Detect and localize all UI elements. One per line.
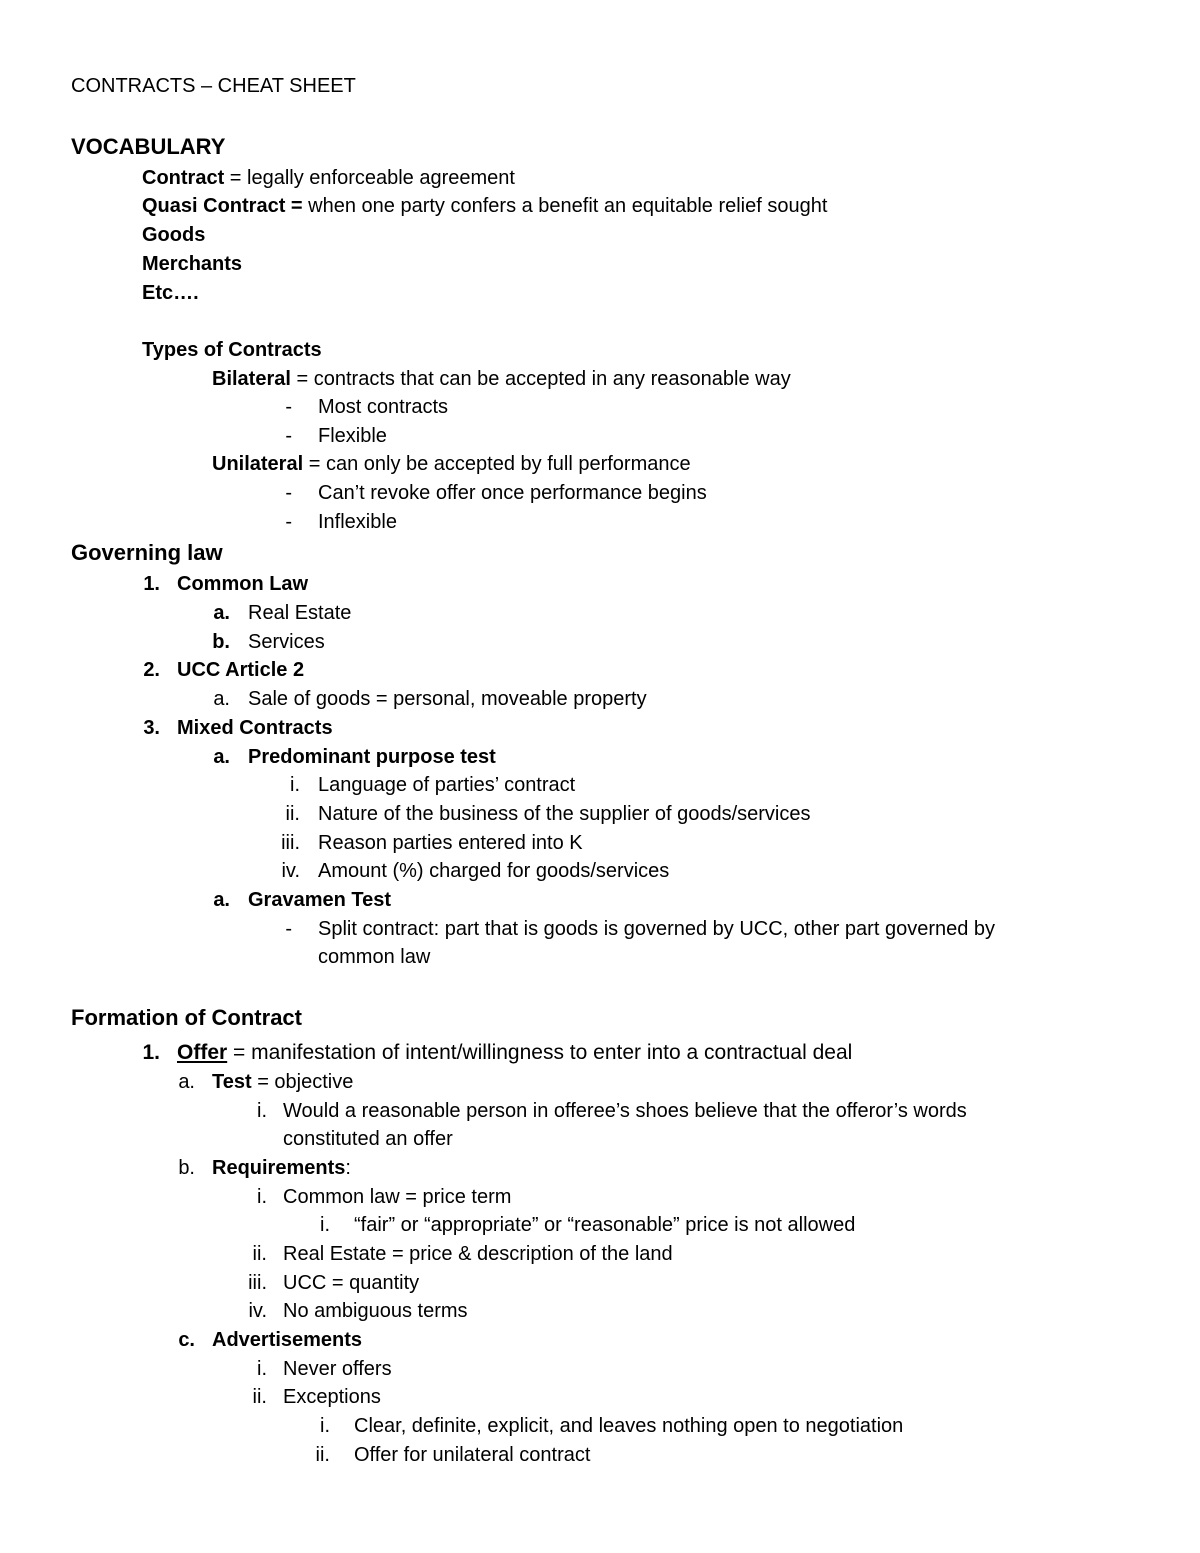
bullet-dash: - [285, 918, 292, 940]
offer-test-term: Test [212, 1071, 252, 1093]
vocab-contract-term: Contract [142, 167, 225, 189]
bilateral-def: = contracts that can be accepted in any reasonable way [290, 368, 791, 390]
bullet-dash: - [285, 425, 292, 447]
unilateral-def: = can only be accepted by full performance [303, 453, 691, 475]
list-marker: ii. [285, 803, 300, 825]
list-marker: ii. [315, 1444, 330, 1466]
vocab-contract [142, 165, 515, 191]
list-marker: ii. [252, 1386, 267, 1408]
req-ambiguous: No ambiguous terms [283, 1300, 468, 1322]
list-marker: 1. [142, 1041, 160, 1064]
list-marker: a. [213, 688, 230, 710]
offer-test-line [212, 1069, 353, 1095]
formation-heading: Formation of Contract [71, 1005, 302, 1030]
list-marker: iii. [281, 832, 300, 854]
predominant-purpose-test: Predominant purpose test [248, 746, 496, 768]
list-marker: iv. [281, 860, 300, 882]
bullet-dash: - [285, 511, 292, 533]
req-common-law-sub: “fair” or “appropriate” or “reasonable” price is not allowed [354, 1214, 856, 1236]
governing-law-heading: Governing law [71, 540, 223, 565]
offer-test-detail-line2: constituted an offer [283, 1128, 453, 1150]
requirements-colon: : [345, 1157, 351, 1179]
list-marker: iv. [248, 1300, 267, 1322]
governing-sub-item: Real Estate [248, 602, 352, 624]
governing-item-ucc: UCC Article 2 [177, 659, 305, 681]
req-real-estate: Real Estate = price & description of the land [283, 1243, 673, 1265]
list-marker: iii. [248, 1272, 267, 1294]
list-marker: a. [213, 889, 230, 911]
list-marker: a. [213, 602, 230, 624]
offer-def: = manifestation of intent/willingness to enter into a contractual deal [227, 1041, 853, 1064]
offer-test-def: = objective [251, 1071, 354, 1093]
bilateral-bullet: Flexible [318, 425, 387, 447]
vocab-contract-def: = legally enforceable agreement [224, 167, 515, 189]
predominant-item: Language of parties’ contract [318, 774, 576, 796]
offer-line [177, 1040, 852, 1066]
list-marker: c. [178, 1329, 195, 1351]
offer-test-detail-line1: Would a reasonable person in offeree’s shoes believe that the offeror’s words [283, 1100, 967, 1122]
ads-exception-item: Clear, definite, explicit, and leaves nothing open to negotiation [354, 1415, 904, 1437]
list-marker: a. [178, 1071, 195, 1093]
governing-sub-item: Sale of goods = personal, moveable property [248, 688, 647, 710]
list-marker: i. [290, 774, 300, 796]
req-ucc: UCC = quantity [283, 1272, 420, 1294]
list-marker: i. [257, 1186, 267, 1208]
ads-never-offers: Never offers [283, 1358, 392, 1380]
vocab-etc: Etc…. [142, 282, 199, 304]
requirements-line [212, 1155, 351, 1181]
vocab-goods: Goods [142, 224, 206, 246]
ads-exceptions: Exceptions [283, 1386, 381, 1408]
types-heading: Types of Contracts [142, 339, 322, 361]
gravamen-detail-line2: common law [318, 946, 431, 968]
unilateral-bullet: Inflexible [318, 511, 397, 533]
predominant-item: Reason parties entered into K [318, 832, 583, 854]
vocab-merchants: Merchants [142, 253, 243, 275]
req-common-law: Common law = price term [283, 1186, 512, 1208]
predominant-item: Nature of the business of the supplier of goods/services [318, 803, 811, 825]
bilateral-term: Bilateral [212, 368, 291, 390]
vocabulary-heading: VOCABULARY [71, 134, 226, 159]
list-marker: a. [213, 746, 230, 768]
list-marker: ii. [252, 1243, 267, 1265]
list-marker: 1. [143, 573, 160, 595]
page-title: CONTRACTS – CHEAT SHEET [71, 75, 356, 97]
governing-sub-item: Services [248, 631, 325, 653]
list-marker: i. [257, 1358, 267, 1380]
ads-exception-item: Offer for unilateral contract [354, 1444, 591, 1466]
vocab-quasi-term: Quasi Contract = [142, 195, 303, 217]
list-marker: i. [320, 1415, 330, 1437]
advertisements-heading: Advertisements [212, 1329, 363, 1351]
offer-term: Offer [177, 1041, 228, 1064]
bilateral-line [212, 366, 791, 392]
unilateral-line [212, 451, 691, 477]
vocab-quasi [142, 193, 827, 219]
list-marker: i. [320, 1214, 330, 1236]
requirements-term: Requirements [212, 1157, 346, 1179]
list-marker: b. [212, 631, 230, 653]
bullet-dash: - [285, 396, 292, 418]
list-marker: 2. [143, 659, 160, 681]
list-marker: b. [178, 1157, 195, 1179]
predominant-item: Amount (%) charged for goods/services [318, 860, 670, 882]
bullet-dash: - [285, 482, 292, 504]
list-marker: i. [257, 1100, 267, 1122]
bilateral-bullet: Most contracts [318, 396, 449, 418]
list-marker: 3. [143, 717, 160, 739]
unilateral-term: Unilateral [212, 453, 304, 475]
governing-item-mixed: Mixed Contracts [177, 717, 333, 739]
governing-item-common-law: Common Law [177, 573, 309, 595]
vocab-quasi-def: when one party confers a benefit an equitable relief sought [302, 195, 828, 217]
gravamen-detail-line1: Split contract: part that is goods is governed by UCC, other part governed by [318, 918, 996, 940]
unilateral-bullet: Can’t revoke offer once performance begins [318, 482, 707, 504]
gravamen-test: Gravamen Test [248, 889, 392, 911]
